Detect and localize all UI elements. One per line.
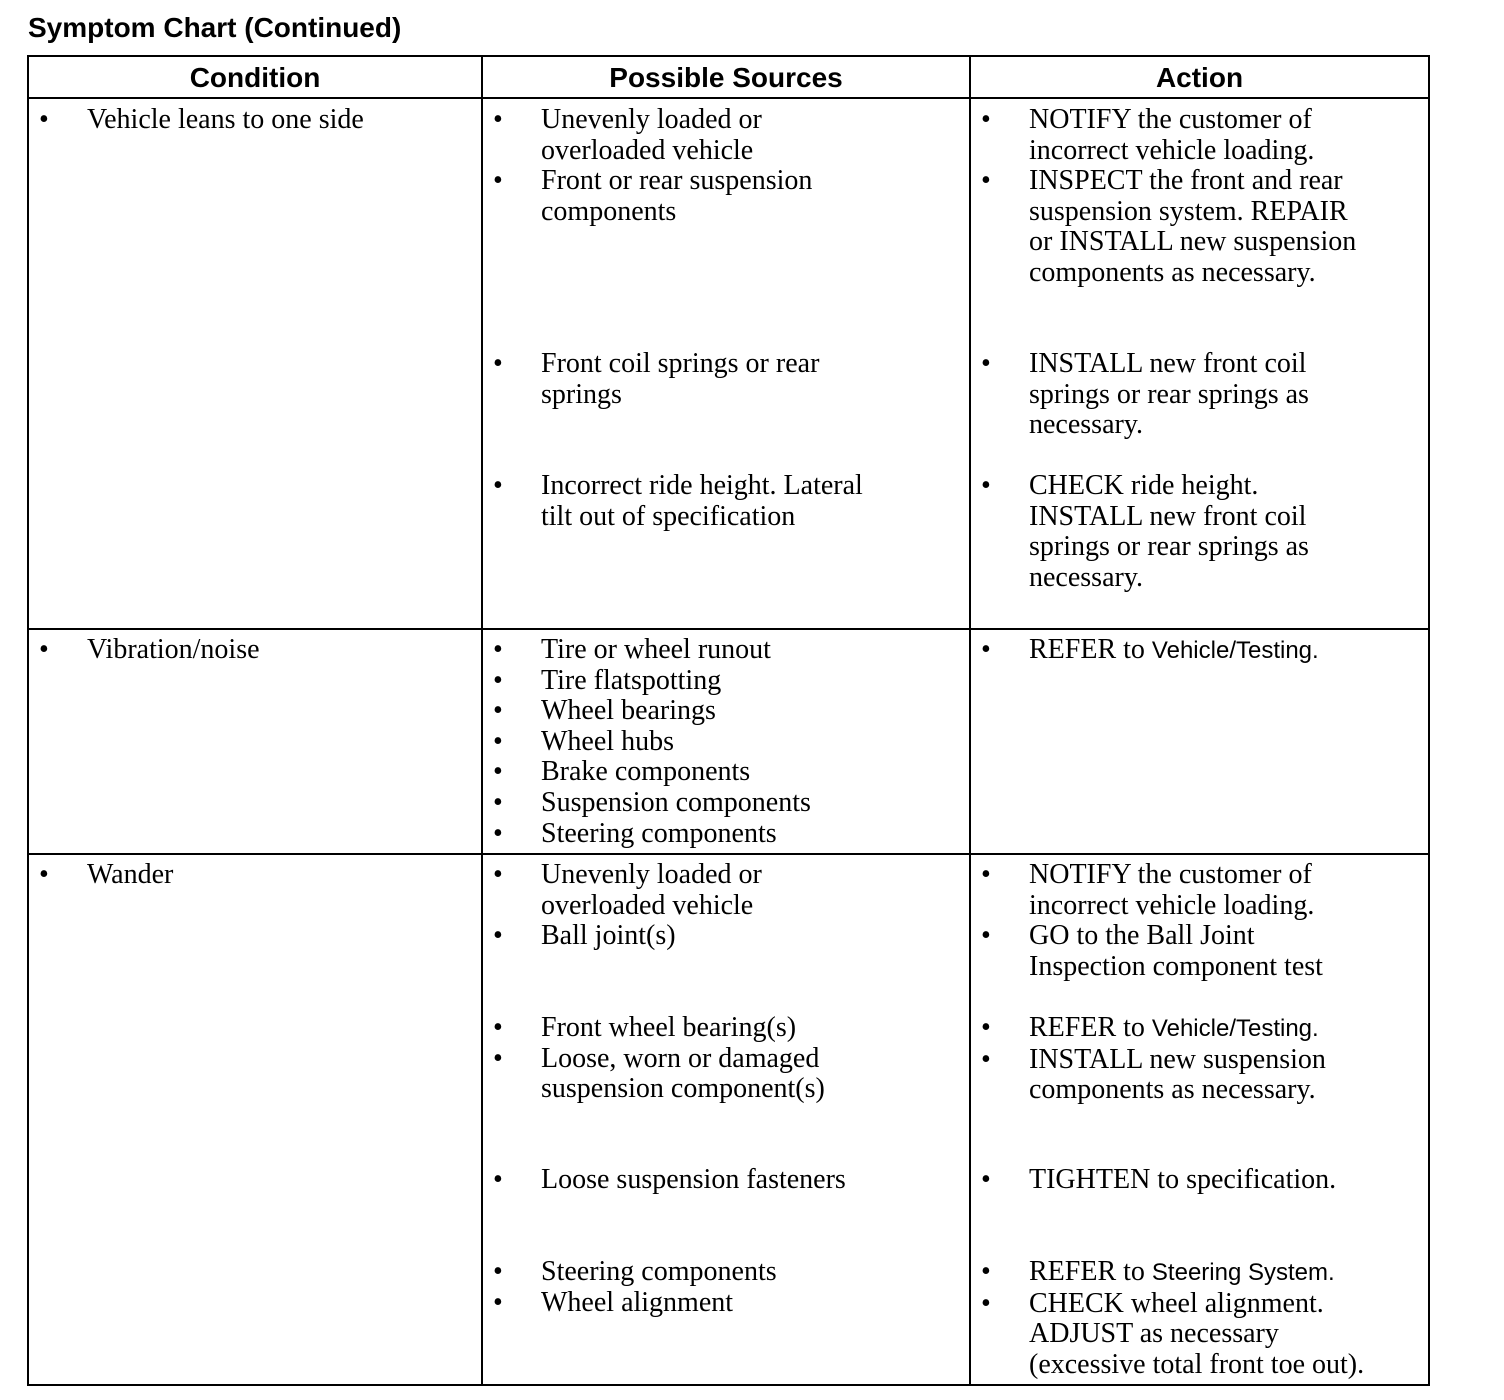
source-item: • Unevenly loaded or overloaded vehicle [483,860,762,921]
row-divider [29,853,1428,855]
source-item: • Ball joint(s) [483,921,762,952]
action-cell [971,1013,1326,1106]
action-cell [971,860,1323,982]
condition-item: • Vibration/noise [29,635,260,666]
refer-prefix: REFER to [1029,634,1152,665]
action-item: • GO to the Ball Joint Inspection component test [971,921,1323,982]
sources-cell [483,1013,825,1105]
header-possible-sources: Possible Sources [609,62,843,93]
header-condition: Condition [189,62,321,93]
source-item: • Steering components [483,1257,777,1288]
source-item: • Front coil springs or rear springs [483,349,819,410]
source-item: • Suspension components [483,788,811,819]
sources-cell [483,105,812,227]
condition-cell [29,860,173,891]
refer-prefix: REFER to [1029,1012,1152,1043]
action-cell [971,635,1319,667]
condition-cell [29,635,260,666]
action-cell [971,1165,1336,1196]
action-cell [971,105,1356,289]
action-item: • INSTALL new front coil springs or rear springs as necessary. [971,349,1309,441]
source-item: • Steering components [483,819,811,850]
source-item: • Loose, worn or damaged suspension component(s) [483,1044,825,1105]
action-item: • NOTIFY the customer of incorrect vehicle loading. [971,860,1323,921]
chart-title: Symptom Chart (Continued) [28,12,402,43]
sources-cell [483,1257,777,1318]
sources-cell [483,1165,846,1196]
action-item [971,1257,1364,1289]
reference-link-text: Steering System. [1151,1259,1335,1286]
source-item: • Tire or wheel runout [483,635,811,666]
action-item: • TIGHTEN to specification. [971,1165,1336,1196]
sources-cell [483,349,819,410]
source-item: • Unevenly loaded or overloaded vehicle [483,105,812,166]
action-item: • CHECK ride height. INSTALL new front coil springs or rear springs as necessary. [971,471,1309,593]
sources-cell [483,471,863,532]
row-divider [29,628,1428,630]
source-item: • Front or rear suspension components [483,166,812,227]
condition-item: • Vehicle leans to one side [29,105,364,136]
source-item: • Front wheel bearing(s) [483,1013,825,1044]
refer-prefix: REFER to [1029,1256,1152,1287]
action-item: • INSPECT the front and rear suspension system. REPAIR or INSTALL new suspension components as necessary. [971,166,1356,288]
reference-link-text: Vehicle/Testing. [1151,1015,1319,1042]
header-action: Action [1155,62,1244,93]
source-item: • Wheel alignment [483,1288,777,1319]
source-item: • Loose suspension fasteners [483,1165,846,1196]
action-cell [971,471,1309,593]
condition-cell [29,105,364,136]
action-item [971,1013,1326,1045]
action-item: • CHECK wheel alignment. ADJUST as necessary (excessive total front toe out). [971,1289,1364,1381]
source-item: • Wheel hubs [483,727,811,758]
source-item: • Brake components [483,757,811,788]
action-item: • NOTIFY the customer of incorrect vehicle loading. [971,105,1356,166]
source-item: • Incorrect ride height. Lateral tilt out of specification [483,471,863,532]
action-item: • INSTALL new suspension components as necessary. [971,1045,1326,1106]
action-cell [971,1257,1364,1380]
condition-item: • Wander [29,860,173,891]
source-item: • Tire flatspotting [483,666,811,697]
symptom-table [27,55,1430,1386]
action-item [971,635,1319,667]
action-cell [971,349,1309,441]
reference-link-text: Vehicle/Testing. [1151,637,1319,664]
sources-cell [483,635,811,849]
sources-cell [483,860,762,952]
source-item: • Wheel bearings [483,696,811,727]
